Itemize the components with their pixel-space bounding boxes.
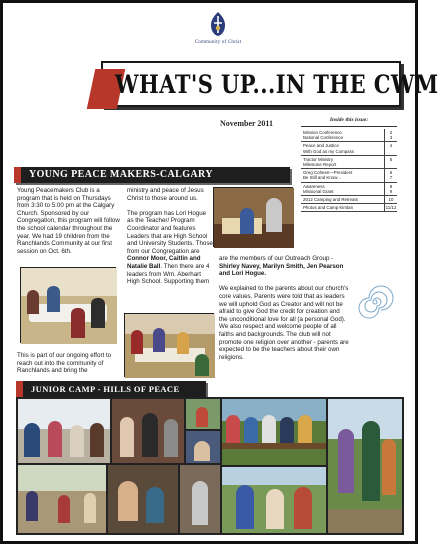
toc-label: Tractor Ministry Milestone Report [301,156,385,168]
photo-leader-with-child [213,187,293,247]
outreach-names: Shirley Navey, Marilyn Smith, Jen Pearson and Lori Hogue. [219,262,344,278]
junior-camp-photo-collage [16,397,404,535]
toc-row [301,129,397,142]
article-paragraph: We explained to the parents about our church's core values. Parents were told that as leaders we will uphold God as Creator and will not be afraid to give God the credit for creation and the unconditional love for all (a personal God). We also respect and welcome people of all faiths and backgrounds. The club will not promote one religion over another - parents are expected to be the teachers about their own religions. [219,285,349,361]
camp-photo-group-bench [222,399,326,465]
masthead [101,61,439,107]
toc-row [301,204,397,212]
junior-camp-heading [16,381,206,397]
camp-photo [222,467,326,533]
toc-page-number: 10 [388,197,394,203]
photo-group-activity [124,313,214,377]
toc-rows [301,129,397,212]
toc-row [301,156,397,169]
article-paragraph: are the members of our Outreach Group - [219,255,334,262]
toc-page-number: 6 7 [389,170,393,181]
toc-row [301,142,397,155]
toc-page-number: 5 [389,156,393,162]
camp-photo [18,399,110,463]
swirl-graphic-icon [358,285,392,319]
article-paragraph: ministry and peace of Jesus Christ to those around us. [127,187,204,202]
camp-photo [18,465,106,533]
article-paragraph: Young Peacemakers Club is a program that is held on Thursdays from 3:30 to 5:00 pm at the Calgary Church. Sponsored by our Congregation, this program will follow the school calendar throughout the year. We had 19 children from the Ranchlands Community at our first session on Oct. 6th. [17,187,120,255]
toc-page-number: 2 3 [389,130,393,141]
camp-photo-kids-outdoors [328,399,402,533]
newsletter-title: WHAT'S UP...IN THE CWM [115,70,439,99]
logo-text: Community of Christ [194,40,242,45]
article-column-2 [127,187,213,286]
toc-row [301,196,397,204]
camp-photo [186,399,220,429]
toc-row [301,183,397,196]
toc-row [301,169,397,182]
section-heading-text: JUNIOR CAMP - HILLS OF PEACE [31,384,180,394]
camp-photo [180,465,220,533]
camp-photo [112,399,184,463]
article-paragraph: This is part of our ongoing effort to reach out into the community of Ranchlands and bring the [17,352,112,375]
toc-label: Awareness Missional Grant [301,183,385,195]
article-column-1 [17,187,121,255]
issue-date: November 2011 [220,119,273,128]
article-column-3 [219,255,349,361]
toc-title: Inside this issue: [301,117,397,127]
section-heading-text: YOUNG PEACE MAKERS-CALGARY [29,169,213,180]
toc-label: Photos and Camp Kimtan [301,204,385,211]
toc-label: Greg Coheen—President Be Still and Know… [301,169,385,181]
heading-accent [16,381,23,397]
camp-photo [108,465,178,533]
article-paragraph: . Then there are 4 leaders from Wm. Aberhart High School. Supporting them [127,262,210,286]
camp-photo [186,431,220,463]
young-peace-makers-heading [14,167,290,183]
toc-page-number: 8 9 [389,183,393,194]
heading-accent [14,167,21,183]
toc-label: Peace and Justice With God as my Compass [301,142,385,154]
toc-label: Mission Conference National Conference [301,129,385,141]
toc-page-number: 4 [389,143,393,149]
photo-children-table [20,267,116,343]
church-logo [185,11,251,51]
article-paragraph: The program has Lori Hogue as the Teacher/ Program Coordinator and features Leaders that are High School and University Students. Those from our Congregation are [127,209,213,255]
article-column-1-continued [17,352,121,375]
inside-this-issue [301,117,397,212]
toc-page-number: 11/12 [385,205,397,211]
leader-names: Connor Moor, Caitlin and Natalie Ball [127,255,201,270]
community-of-christ-logo-icon [207,11,229,37]
toc-label: 2012 Camping and Retreats [301,196,385,203]
